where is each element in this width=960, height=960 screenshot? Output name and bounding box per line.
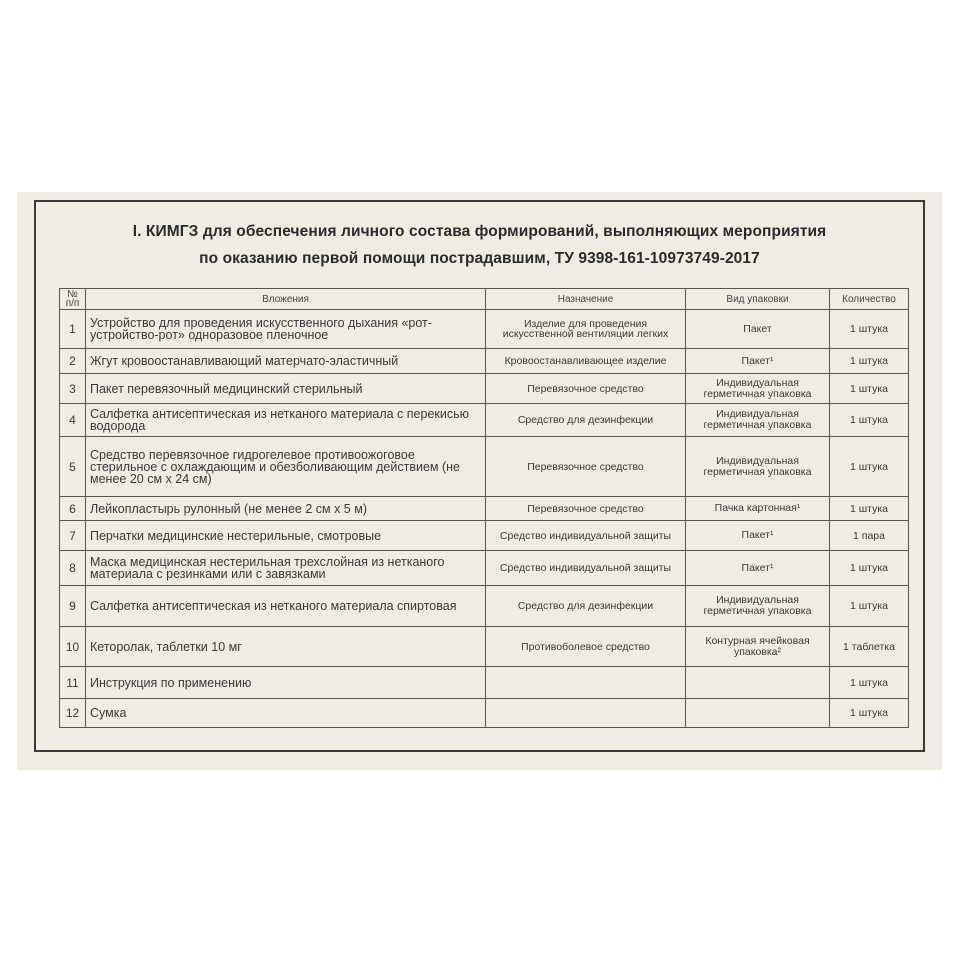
row-pack [686,699,830,728]
row-qty: 1 штука [830,404,909,437]
row-purpose: Средство для дезинфекции [486,586,686,627]
row-pack [686,667,830,699]
header-item: Вложения [86,289,486,310]
row-num: 11 [60,667,86,699]
row-item: Устройство для проведения искусственного дыхания «рот-устройство-рот» одноразовое пленочное [86,310,486,349]
header-qty: Количество [830,289,909,310]
row-num: 3 [60,374,86,404]
row-num: 9 [60,586,86,627]
row-pack: Пакет¹ [686,349,830,374]
row-purpose: Кровоостанавливающее изделие [486,349,686,374]
row-item: Перчатки медицинские нестерильные, смотровые [86,521,486,551]
title-line-2: по оказанию первой помощи пострадавшим, ТУ 9398-161-10973749-2017 [199,250,760,267]
table-row [60,521,909,551]
row-qty: 1 штука [830,437,909,497]
row-num: 12 [60,699,86,728]
row-pack: Контурная ячейковая упаковка² [686,627,830,667]
row-purpose: Перевязочное средство [486,437,686,497]
header-purpose: Назначение [486,289,686,310]
header-pack: Вид упаковки [686,289,830,310]
row-item: Пакет перевязочный медицинский стерильный [86,374,486,404]
row-pack: Индивидуальная герметичная упаковка [686,586,830,627]
row-pack: Индивидуальная герметичная упаковка [686,404,830,437]
document-title [17,218,942,272]
row-num: 7 [60,521,86,551]
table-row [60,627,909,667]
row-item: Маска медицинская нестерильная трехслойная из нетканого материала с резинками или с завязками [86,551,486,586]
row-item: Сумка [86,699,486,728]
row-pack: Пакет¹ [686,521,830,551]
row-item: Кеторолак, таблетки 10 мг [86,627,486,667]
row-pack: Пачка картонная¹ [686,497,830,521]
row-item: Салфетка антисептическая из нетканого материала с перекисью водорода [86,404,486,437]
table-row [60,586,909,627]
row-qty: 1 таблетка [830,627,909,667]
table-header-row [60,289,909,310]
row-pack: Пакет [686,310,830,349]
row-purpose: Противоболевое средство [486,627,686,667]
row-pack: Индивидуальная герметичная упаковка [686,437,830,497]
row-num: 4 [60,404,86,437]
row-qty: 1 штука [830,497,909,521]
row-purpose [486,699,686,728]
row-item: Инструкция по применению [86,667,486,699]
row-purpose: Средство индивидуальной защиты [486,551,686,586]
row-purpose: Перевязочное средство [486,497,686,521]
table-row [60,551,909,586]
row-item: Лейкопластырь рулонный (не менее 2 см х 5 м) [86,497,486,521]
title-line-1: I. КИМГЗ для обеспечения личного состава формирований, выполняющих мероприятия [132,223,827,240]
row-qty: 1 пара [830,521,909,551]
row-item: Салфетка антисептическая из нетканого материала спиртовая [86,586,486,627]
row-item: Жгут кровоостанавливающий матерчато-эластичный [86,349,486,374]
row-item: Средство перевязочное гидрогелевое противоожоговое стерильное с охлаждающим и обезболивающим действием (не менее 20 см х 24 см) [86,437,486,497]
row-num: 10 [60,627,86,667]
table-row [60,404,909,437]
row-num: 5 [60,437,86,497]
row-purpose: Средство для дезинфекции [486,404,686,437]
row-qty: 1 штука [830,374,909,404]
kit-contents-table [59,288,909,728]
row-num: 2 [60,349,86,374]
row-purpose [486,667,686,699]
row-num: 1 [60,310,86,349]
row-qty: 1 штука [830,551,909,586]
header-num: № п/п [60,289,86,310]
table-row [60,437,909,497]
table-row [60,310,909,349]
table-row [60,497,909,521]
table-row [60,667,909,699]
row-qty: 1 штука [830,699,909,728]
row-qty: 1 штука [830,349,909,374]
row-purpose: Перевязочное средство [486,374,686,404]
table-row [60,699,909,728]
row-purpose: Изделие для проведения искусственной вентиляции легких [486,310,686,349]
table-row [60,349,909,374]
document-sheet [17,192,942,770]
row-qty: 1 штука [830,310,909,349]
table-row [60,374,909,404]
row-pack: Индивидуальная герметичная упаковка [686,374,830,404]
row-num: 8 [60,551,86,586]
row-purpose: Средство индивидуальной защиты [486,521,686,551]
row-qty: 1 штука [830,667,909,699]
row-qty: 1 штука [830,586,909,627]
row-pack: Пакет¹ [686,551,830,586]
row-num: 6 [60,497,86,521]
